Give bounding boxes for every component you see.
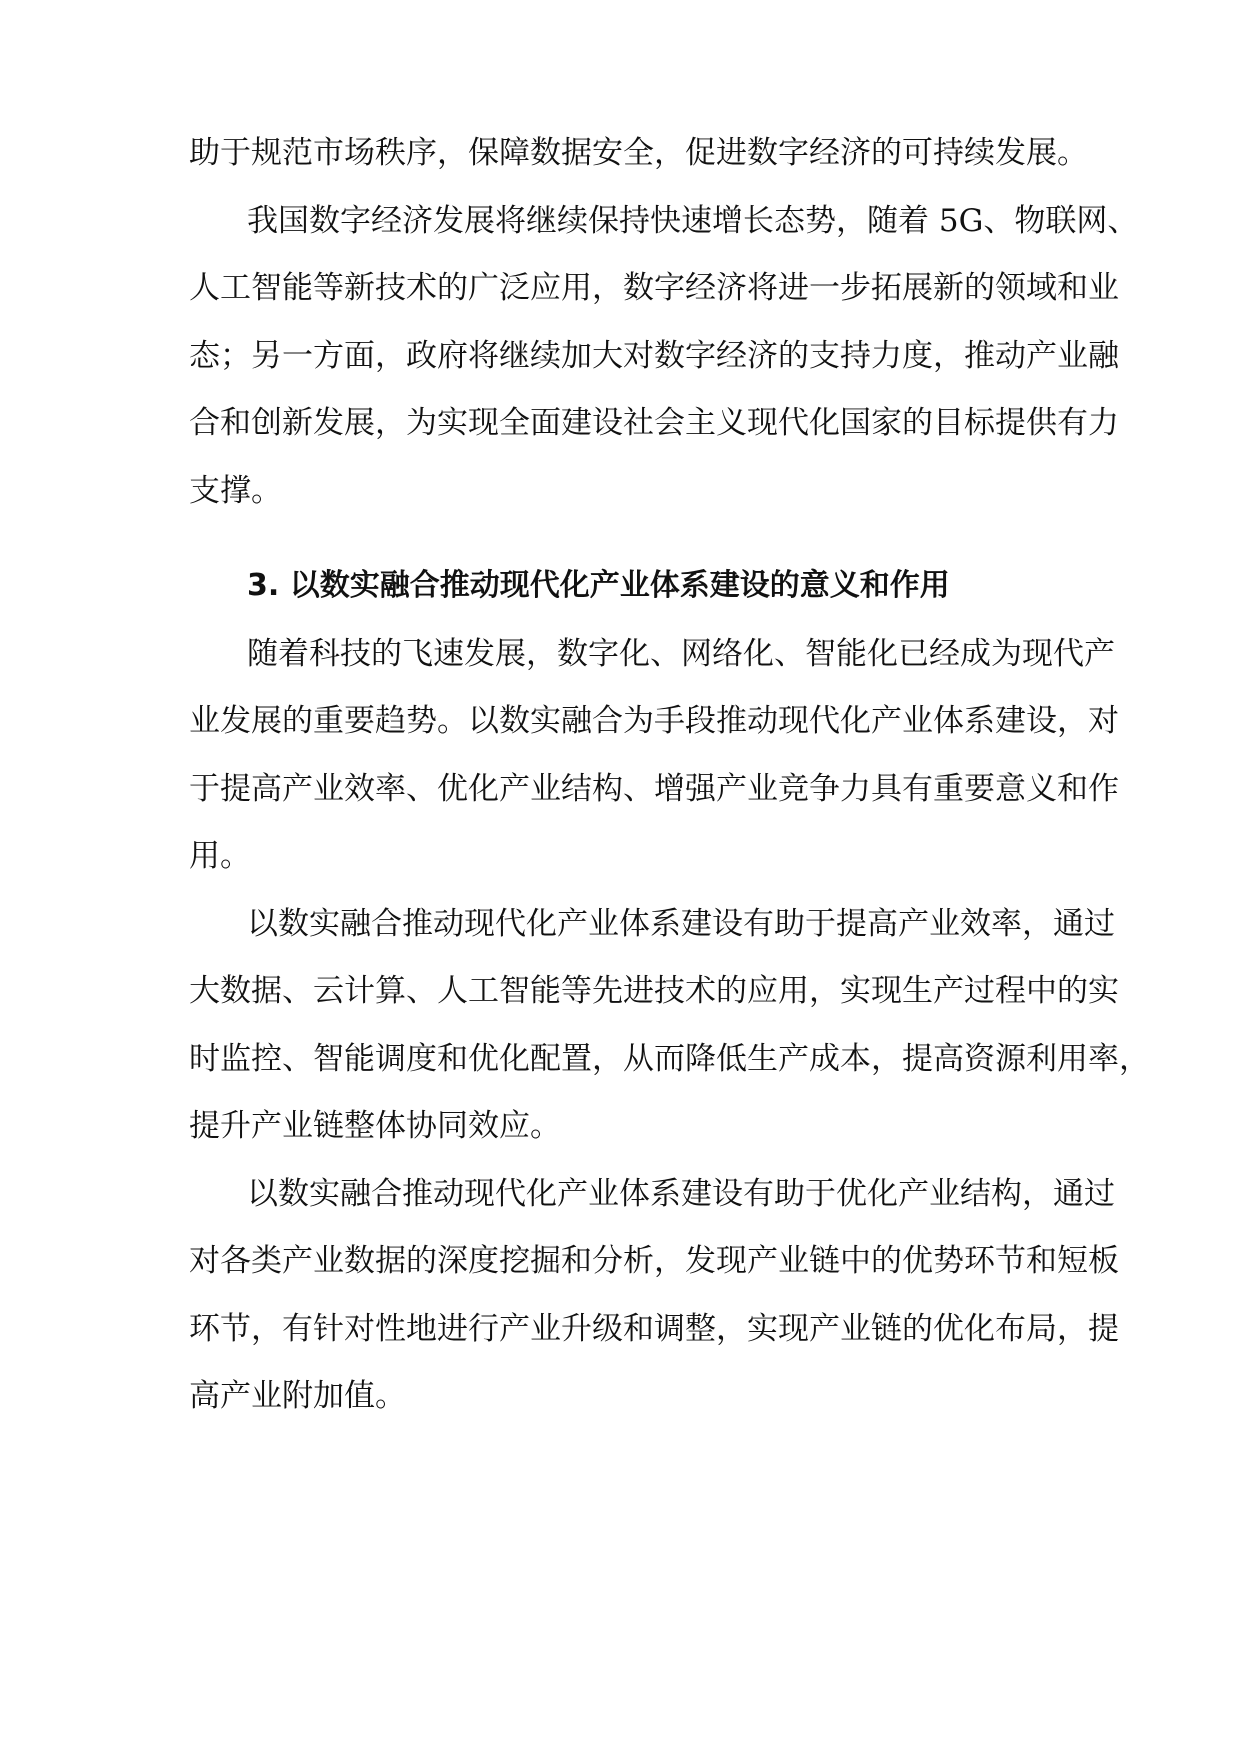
section-heading: 3. 以数实融合推动现代化产业体系建设的意义和作用: [247, 568, 950, 603]
paragraph-4-line-3: 时监控、智能调度和优化配置，从而降低生产成本，提高资源利用率，: [189, 1041, 1150, 1077]
paragraph-2-line-3: 态；另一方面，政府将继续加大对数字经济的支持力度，推动产业融: [189, 338, 1119, 374]
paragraph-3-line-4: 用。: [189, 838, 251, 874]
paragraph-1-line-1: 助于规范市场秩序，保障数据安全，促进数字经济的可持续发展。: [189, 135, 1088, 171]
paragraph-3-line-2: 业发展的重要趋势。以数实融合为手段推动现代化产业体系建设，对: [189, 703, 1119, 739]
paragraph-2-line-4: 合和创新发展，为实现全面建设社会主义现代化国家的目标提供有力: [189, 405, 1119, 441]
paragraph-3-line-1: 随着科技的飞速发展，数字化、网络化、智能化已经成为现代产: [247, 636, 1115, 672]
paragraph-4-line-2: 大数据、云计算、人工智能等先进技术的应用，实现生产过程中的实: [189, 973, 1119, 1009]
paragraph-4-line-1: 以数实融合推动现代化产业体系建设有助于提高产业效率，通过: [247, 906, 1115, 942]
paragraph-5-line-2: 对各类产业数据的深度挖掘和分析，发现产业链中的优势环节和短板: [189, 1243, 1119, 1279]
paragraph-2-line-1: 我国数字经济发展将继续保持快速增长态势，随着 5G、物联网、: [247, 203, 1139, 239]
paragraph-2-line-2: 人工智能等新技术的广泛应用，数字经济将进一步拓展新的领域和业: [189, 270, 1119, 306]
paragraph-2-line-5: 支撑。: [189, 473, 282, 509]
paragraph-5-line-1: 以数实融合推动现代化产业体系建设有助于优化产业结构，通过: [247, 1176, 1115, 1212]
paragraph-4-line-4: 提升产业链整体协同效应。: [189, 1108, 561, 1144]
paragraph-3-line-3: 于提高产业效率、优化产业结构、增强产业竞争力具有重要意义和作: [189, 771, 1119, 807]
paragraph-5-line-3: 环节，有针对性地进行产业升级和调整，实现产业链的优化布局，提: [189, 1311, 1119, 1347]
paragraph-5-line-4: 高产业附加值。: [189, 1378, 406, 1414]
